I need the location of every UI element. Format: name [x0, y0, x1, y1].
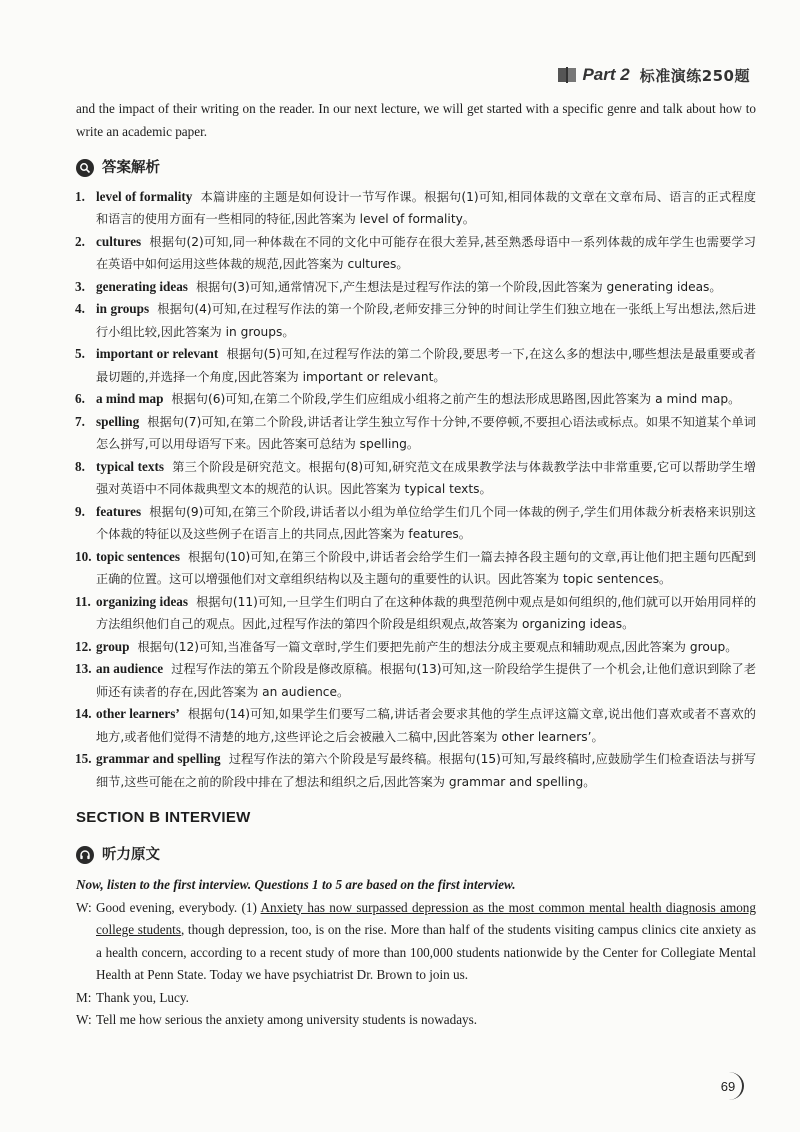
answer-item — [76, 456, 756, 501]
answer-item — [76, 276, 756, 299]
answer-item — [76, 501, 756, 546]
answer-keyword: typical texts — [96, 458, 164, 474]
speaker-label: W: — [76, 1012, 92, 1027]
book-logo-icon — [556, 64, 578, 86]
answer-keyword: group — [96, 638, 130, 654]
answer-number: 14. — [75, 706, 92, 721]
answer-explanation: 本篇讲座的主题是如何设计一节写作课。根据句(1)可知,相同体裁的文章在文章布局、语言的正式程度和语言的使用方面有一些相同的特征,因此答案为 level of formality。 — [96, 189, 756, 226]
answer-keyword: spelling — [96, 413, 140, 429]
answer-item — [76, 298, 756, 343]
answer-explanation: 根据句(11)可知,一旦学生们明白了在这种体裁的典型范例中观点是如何组织的,他们就可以开始用同样的方法组织他们自己的观点。因此,过程写作法的第四个阶段是组织观点,故答案为 organizing ideas。 — [96, 594, 757, 631]
answer-explanation: 根据句(14)可知,如果学生们要写二稿,讲话者会要求其他的学生点评这篇文章,说出他们喜欢或者不喜欢的地方,或者他们觉得不清楚的地方,这些评论之后会被融入二稿中,因此答案为 other learners’。 — [96, 707, 756, 744]
answer-keyword: an audience — [96, 661, 164, 676]
answer-keyword: organizing ideas — [96, 593, 189, 609]
answer-explanation: 根据句(2)可知,同一种体裁在不同的文化中可能存在很大差异,甚至熟悉母语中一系列体裁的成年学生也需要学习在英语中如何运用这些体裁的规范,因此答案为 cultures。 — [96, 234, 756, 271]
answer-item — [76, 546, 756, 591]
answer-keyword: generating ideas — [96, 278, 188, 294]
headphones-icon — [76, 846, 94, 864]
speech-text — [96, 897, 756, 987]
answer-number: 8. — [75, 458, 85, 474]
answer-number: 6. — [75, 391, 85, 406]
answer-number: 13. — [75, 661, 92, 676]
answer-keyword: cultures — [96, 233, 142, 249]
answer-item — [76, 703, 756, 748]
answer-item — [76, 591, 756, 636]
answer-number: 10. — [75, 548, 92, 564]
answer-item — [76, 411, 756, 456]
transcript-line — [76, 897, 756, 987]
speaker-label: W: — [76, 899, 92, 915]
answer-explanation: 根据句(10)可知,在第三个阶段中,讲话者会给学生们一篇去掉各段主题句的文章,再让他们把主题句匹配到正确的位置。这可以增强他们对文章组织结构以及主题句的重要性的认识。因此答案为 topic sentences。 — [96, 549, 757, 586]
page-content — [76, 98, 756, 1032]
key-sentence: Anxiety has now surpassed depression as the most common mental health diagnosis among college students — [96, 899, 756, 937]
answer-item — [76, 186, 756, 231]
answer-item — [76, 343, 756, 388]
answer-keyword: a mind map — [96, 391, 164, 406]
answer-explanation: 过程写作法的第五个阶段是修改原稿。根据句(13)可知,这一阶段给学生提供了一个机会,让他们意识到除了老师还有读者的存在,因此答案为 an audience。 — [96, 662, 757, 699]
transcript-line — [76, 1009, 756, 1032]
answer-item — [76, 636, 756, 659]
answer-keyword: important or relevant — [96, 346, 219, 361]
speech-pre: Tell me how serious the anxiety among university students is nowadays. — [96, 1012, 478, 1027]
answer-explanation: 根据句(9)可知,在第三个阶段,讲话者以小组为单位给学生们几个同一体裁的例子,学生们用体裁分析表格来识别这个体裁的特征以及这些例子在语言上的共同点,因此答案为 features。 — [96, 504, 756, 541]
answer-number: 5. — [75, 346, 85, 361]
transcript-heading — [76, 844, 756, 867]
answer-item — [76, 388, 756, 411]
answer-item — [76, 658, 756, 703]
section-b-title: SECTION B INTERVIEW — [76, 809, 251, 826]
answer-number: 9. — [75, 503, 85, 519]
part-label: Part 2 — [582, 65, 630, 84]
speech-pre: Thank you, Lucy. — [96, 989, 189, 1005]
answer-section-heading — [76, 157, 756, 180]
answer-section-title: 答案解析 — [102, 160, 160, 176]
answer-explanation: 过程写作法的第六个阶段是写最终稿。根据句(15)可知,写最终稿时,应鼓励学生们检查语法与拼写细节,这些可能在之前的阶段中排在了想法和组织之后,因此答案为 grammar and spelling。 — [96, 752, 756, 789]
answer-number: 3. — [75, 278, 85, 294]
answer-keyword: level of formality — [96, 188, 193, 204]
answer-explanation: 根据句(5)可知,在过程写作法的第二个阶段,要思考一下,在这么多的想法中,哪些想法是最重要或者最切题的,并选择一个角度,因此答案为 important or relevant。 — [96, 347, 756, 384]
running-header — [556, 64, 750, 86]
speaker-label: M: — [76, 989, 92, 1005]
answer-list — [76, 186, 756, 794]
answer-explanation: 第三个阶段是研究范文。根据句(8)可知,研究范文在成果教学法与体裁教学法中非常重要,它可以帮助学生增强对英语中不同体裁典型文本的规范的认识。因此答案为 typical texts。 — [96, 459, 756, 496]
answer-explanation: 根据句(6)可知,在第二个阶段,学生们应组成小组将之前产生的想法形成思路图,因此答案为 a mind map。 — [171, 392, 741, 406]
transcript-instruction: Now, listen to the first interview. Questions 1 to 5 are based on the first interview. — [76, 877, 516, 892]
speech-post: , though depression, too, is on the rise. More than half of the students visiting campus clinics cite anxiety as a health concern, according to a recent study of more than 100,000 students nationwide by the Center for Collegiate Mental Health at Penn State. Today we have psychiatrist Dr. Brown to join us. — [96, 922, 756, 982]
transcript-lines — [76, 897, 756, 1032]
transcript-title: 听力原文 — [102, 846, 160, 863]
answer-explanation: 根据句(12)可知,当准备写一篇文章时,学生们要把先前产生的想法分成主要观点和辅助观点,因此答案为 group。 — [137, 639, 738, 654]
answer-number: 11. — [75, 593, 91, 609]
answer-explanation: 根据句(4)可知,在过程写作法的第一个阶段,老师安排三分钟的时间让学生们独立地在一张纸上写出想法,然后进行小组比较,因此答案为 in groups。 — [96, 302, 756, 339]
answer-keyword: features — [96, 503, 142, 519]
transcript-line — [76, 987, 756, 1010]
answer-explanation: 根据句(3)可知,通常情况下,产生想法是过程写作法的第一个阶段,因此答案为 generating ideas。 — [195, 279, 722, 294]
answer-number: 2. — [75, 233, 85, 249]
answer-number: 15. — [75, 751, 92, 766]
answer-keyword: other learners’ — [96, 706, 180, 721]
answer-number: 4. — [75, 301, 85, 316]
speech-text — [96, 987, 756, 1010]
speech-text — [96, 1009, 756, 1032]
header-subtitle: 标准演练250题 — [639, 66, 750, 85]
answer-keyword: grammar and spelling — [96, 751, 221, 766]
answer-keyword: topic sentences — [96, 548, 181, 564]
speech-pre: Good evening, everybody. (1) — [96, 899, 261, 915]
answer-explanation: 根据句(7)可知,在第二个阶段,讲话者让学生独立写作十分钟,不要停顿,不要担心语法或标点。如果不知道某个单词怎么拼写,可以用母语写下来。因此答案可总结为 spelling。 — [96, 414, 756, 451]
magnifier-icon — [76, 159, 94, 177]
intro-paragraph: and the impact of their writing on the reader. In our next lecture, we will get started with a specific genre and talk about how to write an academic paper. — [76, 101, 756, 139]
answer-number: 12. — [75, 638, 92, 654]
answer-number: 7. — [75, 413, 85, 429]
answer-item — [76, 231, 756, 276]
answer-item — [76, 748, 756, 793]
page-number: 69 — [714, 1072, 744, 1100]
answer-keyword: in groups — [96, 301, 150, 316]
answer-number: 1. — [75, 188, 85, 204]
